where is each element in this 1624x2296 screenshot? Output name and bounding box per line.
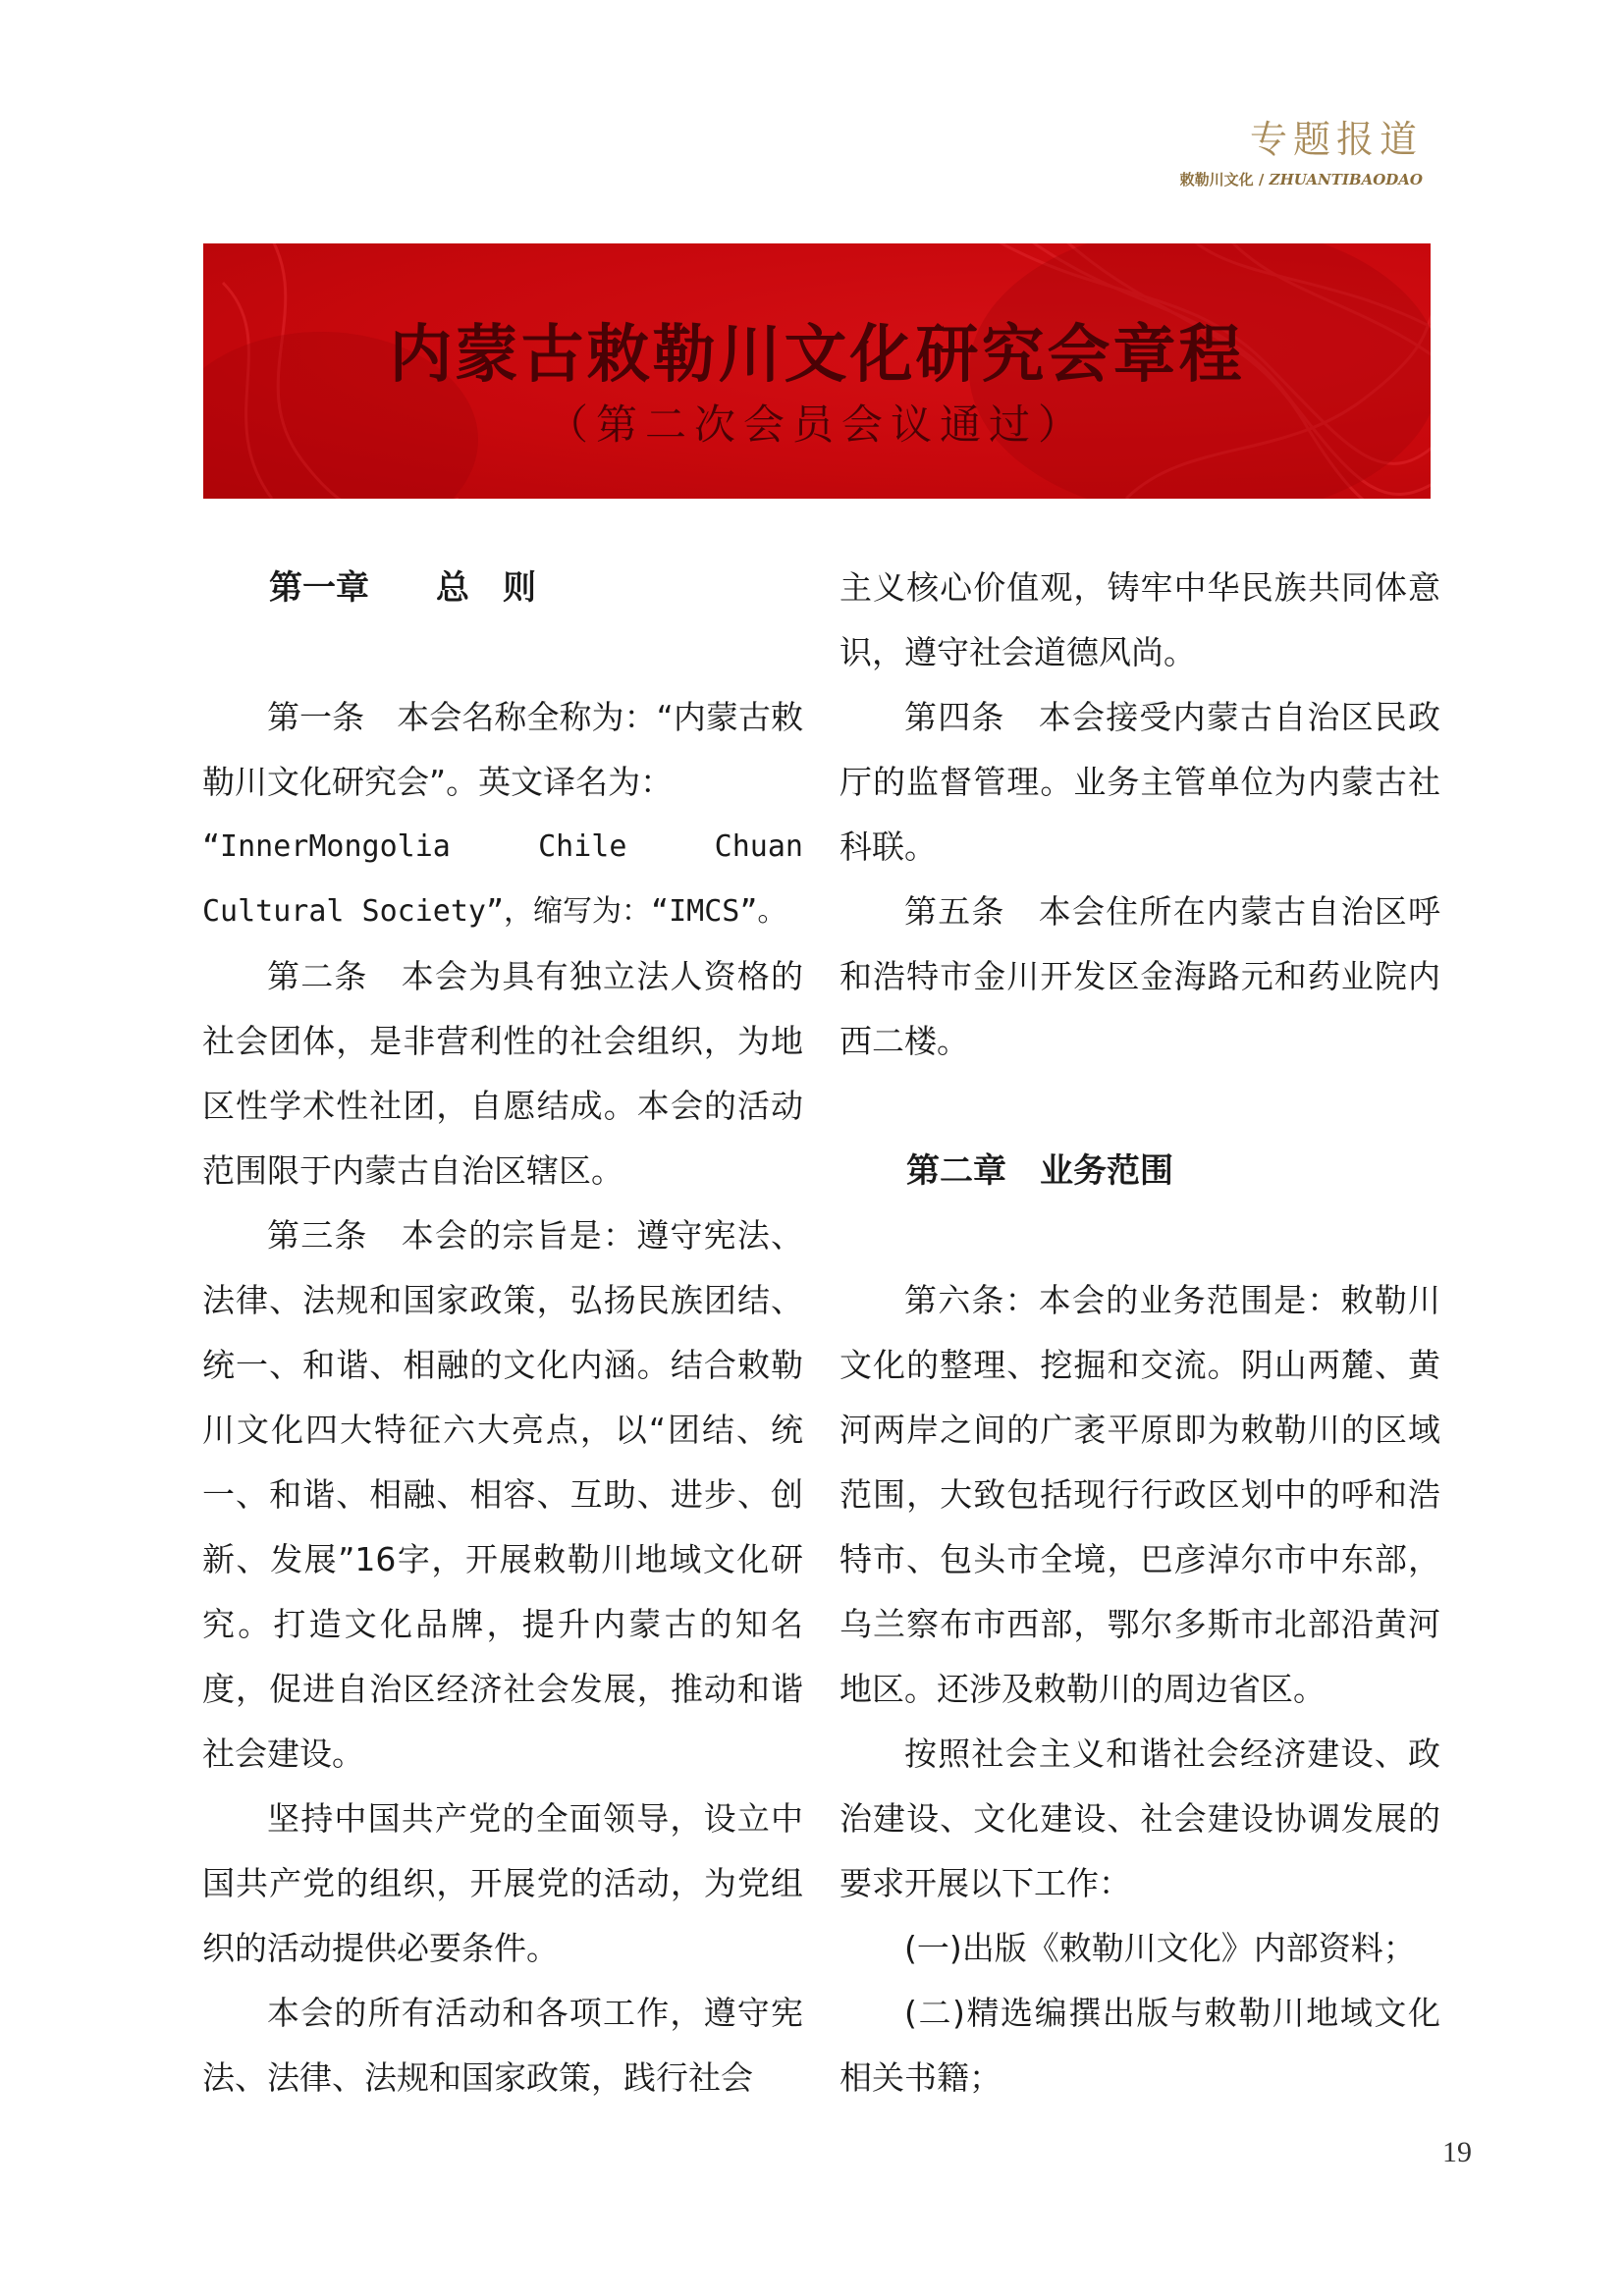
spacer — [839, 1074, 1440, 1139]
article-4-text: 第四条 本会接受内蒙古自治区民政厅的监督管理。业务主管单位为内蒙古社科联。 — [839, 698, 1440, 866]
article-3-text: 第三条 本会的宗旨是：遵守宪法、法律、法规和国家政策，弘扬民族团结、统一、和谐、相融的文化内涵。结合敕勒川文化四大特征六大亮点，以“团结、统一、和谐、相融、相容、互助、进步、创新、发展”16字，开展敕勒川地域文化研究。打造文化品牌，提升内蒙古的知名度，促进自治区经济社会发展，推动和谐社会建设。 — [202, 1216, 803, 1773]
section-subtitle-cn: 敕勒川文化 — [1179, 171, 1254, 188]
article-5-text: 第五条 本会住所在内蒙古自治区呼和浩特市金川开发区金海路元和药业院内西二楼。 — [839, 892, 1440, 1060]
section-subtitle-en: ZHUANTIBAODAO — [1269, 171, 1423, 188]
section-subtitle — [1180, 169, 1423, 189]
left-column — [202, 556, 803, 2110]
article-6-text: 第六条：本会的业务范围是：敕勒川文化的整理、挖掘和交流。阴山两麓、黄河两岸之间的广袤平原即为敕勒川的区域范围，大致包括现行行政区划中的呼和浩特市、包头市全境，巴彦淖尔市中东部，乌兰察布市西部，鄂尔多斯市北部沿黄河地区。还涉及敕勒川的周边省区。 — [839, 1281, 1440, 1708]
activities-text: 本会的所有活动和各项工作，遵守宪法、法律、法规和国家政策，践行社会 — [202, 1994, 803, 2097]
section-header — [1180, 116, 1423, 189]
article-3-continued: 主义核心价值观，铸牢中华民族共同体意识，遵守社会道德风尚。 — [839, 568, 1440, 671]
chapter-heading-1: 第一章 总 则 — [269, 568, 536, 608]
spacer — [202, 620, 803, 685]
section-subtitle-separator: / — [1253, 171, 1270, 188]
banner-subtitle: （第二次会员会议通过） — [546, 400, 1087, 449]
right-column — [839, 556, 1440, 2110]
work-intro-text: 按照社会主义和谐社会经济建设、政治建设、文化建设、社会建设协调发展的要求开展以下工作： — [839, 1735, 1440, 1902]
spacer — [839, 1203, 1440, 1268]
section-title: 专题报道 — [1249, 118, 1423, 161]
work-item-2: (二)精选编撰出版与敕勒川地域文化相关书籍； — [839, 1994, 1440, 2097]
article-2-text: 第二条 本会为具有独立法人资格的社会团体，是非营利性的社会组织，为地区性学术性社团，自愿结成。本会的活动范围限于内蒙古自治区辖区。 — [202, 957, 803, 1190]
page-number: 19 — [1442, 2136, 1472, 2168]
chapter-heading-2: 第二章 业务范围 — [906, 1151, 1173, 1191]
work-item-1: (一)出版《敕勒川文化》内部资料； — [904, 1929, 1416, 1967]
party-leadership-text: 坚持中国共产党的全面领导，设立中国共产党的组织，开展党的活动，为党组织的活动提供必要条件。 — [202, 1799, 803, 1967]
article-1-english-name: “InnerMongolia Chile Chuan Cultural Society”，缩写为：“IMCS”。 — [202, 829, 803, 929]
article-1-text: 第一条 本会名称全称为：“内蒙古敕勒川文化研究会”。英文译名为： — [202, 698, 803, 801]
title-banner — [203, 243, 1431, 499]
banner-title: 内蒙古敕勒川文化研究会章程 — [389, 319, 1245, 392]
